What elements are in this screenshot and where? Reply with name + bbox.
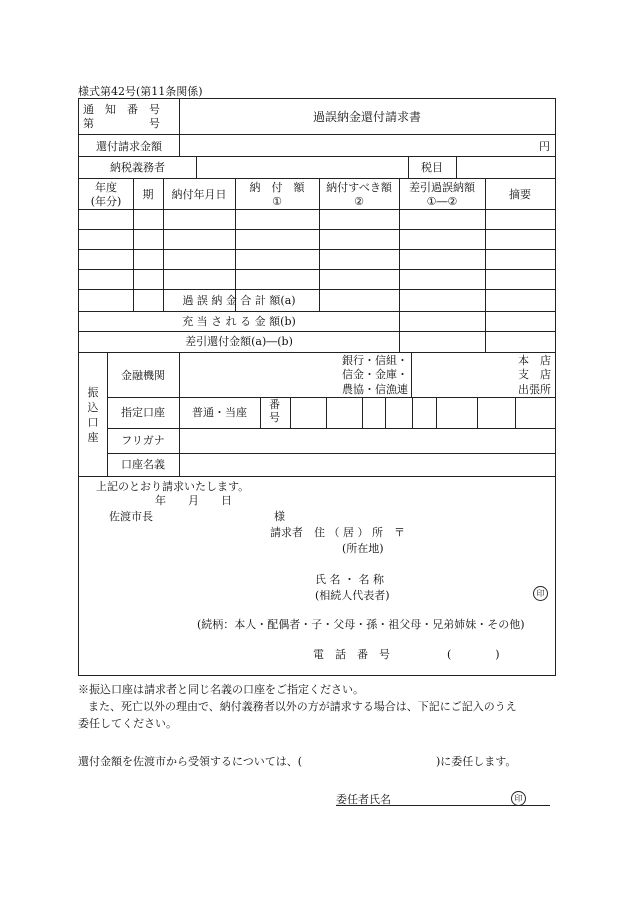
- transfer-account-label: 振 込 口 座: [87, 386, 99, 444]
- phone-parens: ( ): [447, 648, 500, 661]
- mayor-label: 佐渡市長: [109, 510, 153, 523]
- name-label: 氏 名 ・ 名 称: [315, 573, 384, 586]
- date-line: 年 月 日: [155, 494, 232, 507]
- taxpayer-label: 納税義務者: [110, 161, 165, 174]
- notice-number-label: 通 知 番 号 第 号: [83, 103, 160, 130]
- relationship-label: (続柄：本人・配偶者・子・父母・孫・祖父母・兄弟姉妹・その他): [197, 618, 525, 631]
- tax-item-label: 税目: [421, 161, 443, 174]
- request-statement: 上記のとおり請求いたします。: [96, 480, 250, 493]
- form-title: 過誤納金還付請求書: [312, 110, 421, 124]
- note-account: ※振込口座は請求者と同じ名義の口座をご指定ください。: [78, 683, 364, 696]
- refund-amount-label: 還付請求金額: [96, 140, 162, 153]
- bank-types: 銀行・信組・ 信金・金庫・ 農協・信漁連: [342, 354, 408, 396]
- branch-types: 本 店 支 店 出張所: [518, 354, 551, 396]
- yen-unit: 円: [539, 140, 550, 153]
- col-year: 年度 (年分): [90, 181, 122, 208]
- designated-account-label: 指定口座: [121, 406, 165, 419]
- form-number: 様式第42号(第11条関係): [78, 85, 203, 98]
- note-delegation-2: 委任してください。: [78, 717, 177, 730]
- furigana-label: フリガナ: [121, 434, 165, 447]
- sama-label: 様: [274, 510, 285, 523]
- refund-request-form: [78, 98, 556, 676]
- col-remarks: 摘要: [509, 188, 531, 201]
- phone-label: 電 話 番 号: [313, 648, 390, 661]
- note-delegation-1: また、死亡以外の理由で、納付義務者以外の方が請求する場合は、下記にご記入のうえ: [88, 700, 517, 713]
- financial-institution-label: 金融機関: [121, 369, 165, 382]
- col-due-amount: 納付すべき額 ②: [326, 181, 392, 208]
- col-difference: 差引過誤納額 ①―②: [409, 181, 475, 208]
- total-overpaid-label: 過 誤 納 金 合 計 額(a): [182, 294, 296, 307]
- delegate-name-label: 委任者氏名: [336, 793, 391, 806]
- allocated-amount-label: 充 当 さ れ る 金 額(b): [182, 315, 296, 328]
- delegate-seal-icon: 印: [511, 791, 526, 806]
- col-period: 期: [142, 188, 154, 201]
- location-label: (所在地): [342, 542, 384, 555]
- seal-icon: 印: [533, 586, 548, 601]
- delegation-prefix: 還付金額を佐渡市から受領するについては、(: [78, 755, 303, 768]
- delegation-suffix: )に委任します。: [436, 755, 517, 768]
- col-payment-date: 納付年月日: [171, 188, 227, 201]
- requester-address-label: 請求者 住 （ 居 ） 所 〒: [270, 526, 405, 539]
- heir-rep-label: (相続人代表者): [315, 589, 390, 602]
- account-type: 普通・当座: [192, 406, 247, 419]
- net-refund-label: 差引還付金額(a)―(b): [185, 335, 293, 348]
- col-paid-amount: 納 付 額 ①: [249, 181, 305, 208]
- number-label: 番 号: [269, 398, 280, 424]
- account-name-label: 口座名義: [121, 458, 165, 471]
